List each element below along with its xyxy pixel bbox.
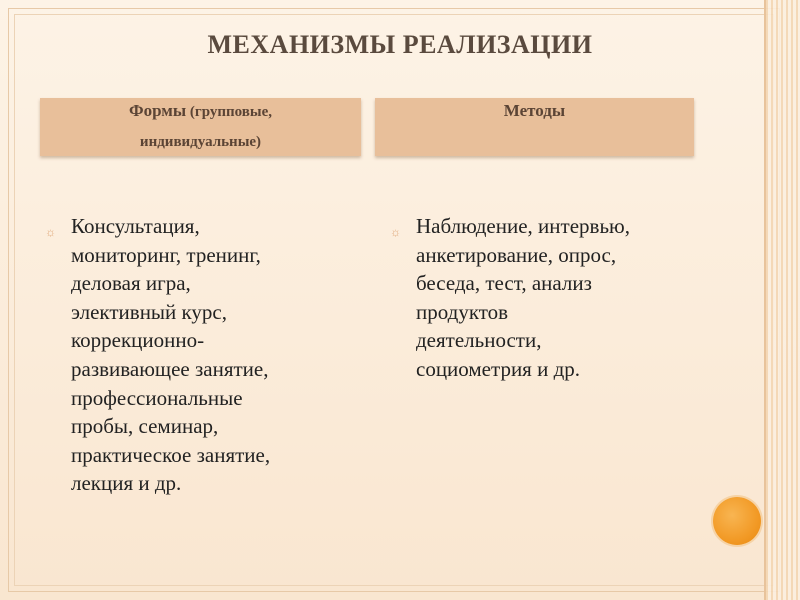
forms-text: Консультация, мониторинг, тренинг, деловая игра, элективный курс, коррекционно- развивающее занятие, профессиональные пробы, семинар, практическое занятие, лекция и др. <box>71 214 271 496</box>
slide-title: МЕХАНИЗМЫ РЕАЛИЗАЦИИ <box>207 30 593 59</box>
forms-header-paren-close: индивидуальные) <box>139 134 262 150</box>
decorative-circle-icon <box>713 497 761 545</box>
forms-header-line1 <box>40 98 361 125</box>
forms-header <box>40 98 361 156</box>
bullet-icon: ☼ <box>45 225 56 239</box>
methods-header <box>375 98 694 156</box>
methods-column <box>390 212 710 384</box>
forms-column <box>45 212 345 498</box>
forms-header-paren-open: (групповые, <box>186 104 272 120</box>
forms-header-main: Формы <box>129 101 187 120</box>
methods-header-label: Методы <box>503 101 566 120</box>
decorative-stripe-band <box>766 0 800 600</box>
bullet-icon: ☼ <box>390 225 401 239</box>
methods-text: Наблюдение, интервью, анкетирование, опрос, беседа, тест, анализ продуктов деятельности, социометрия и др. <box>416 214 630 381</box>
